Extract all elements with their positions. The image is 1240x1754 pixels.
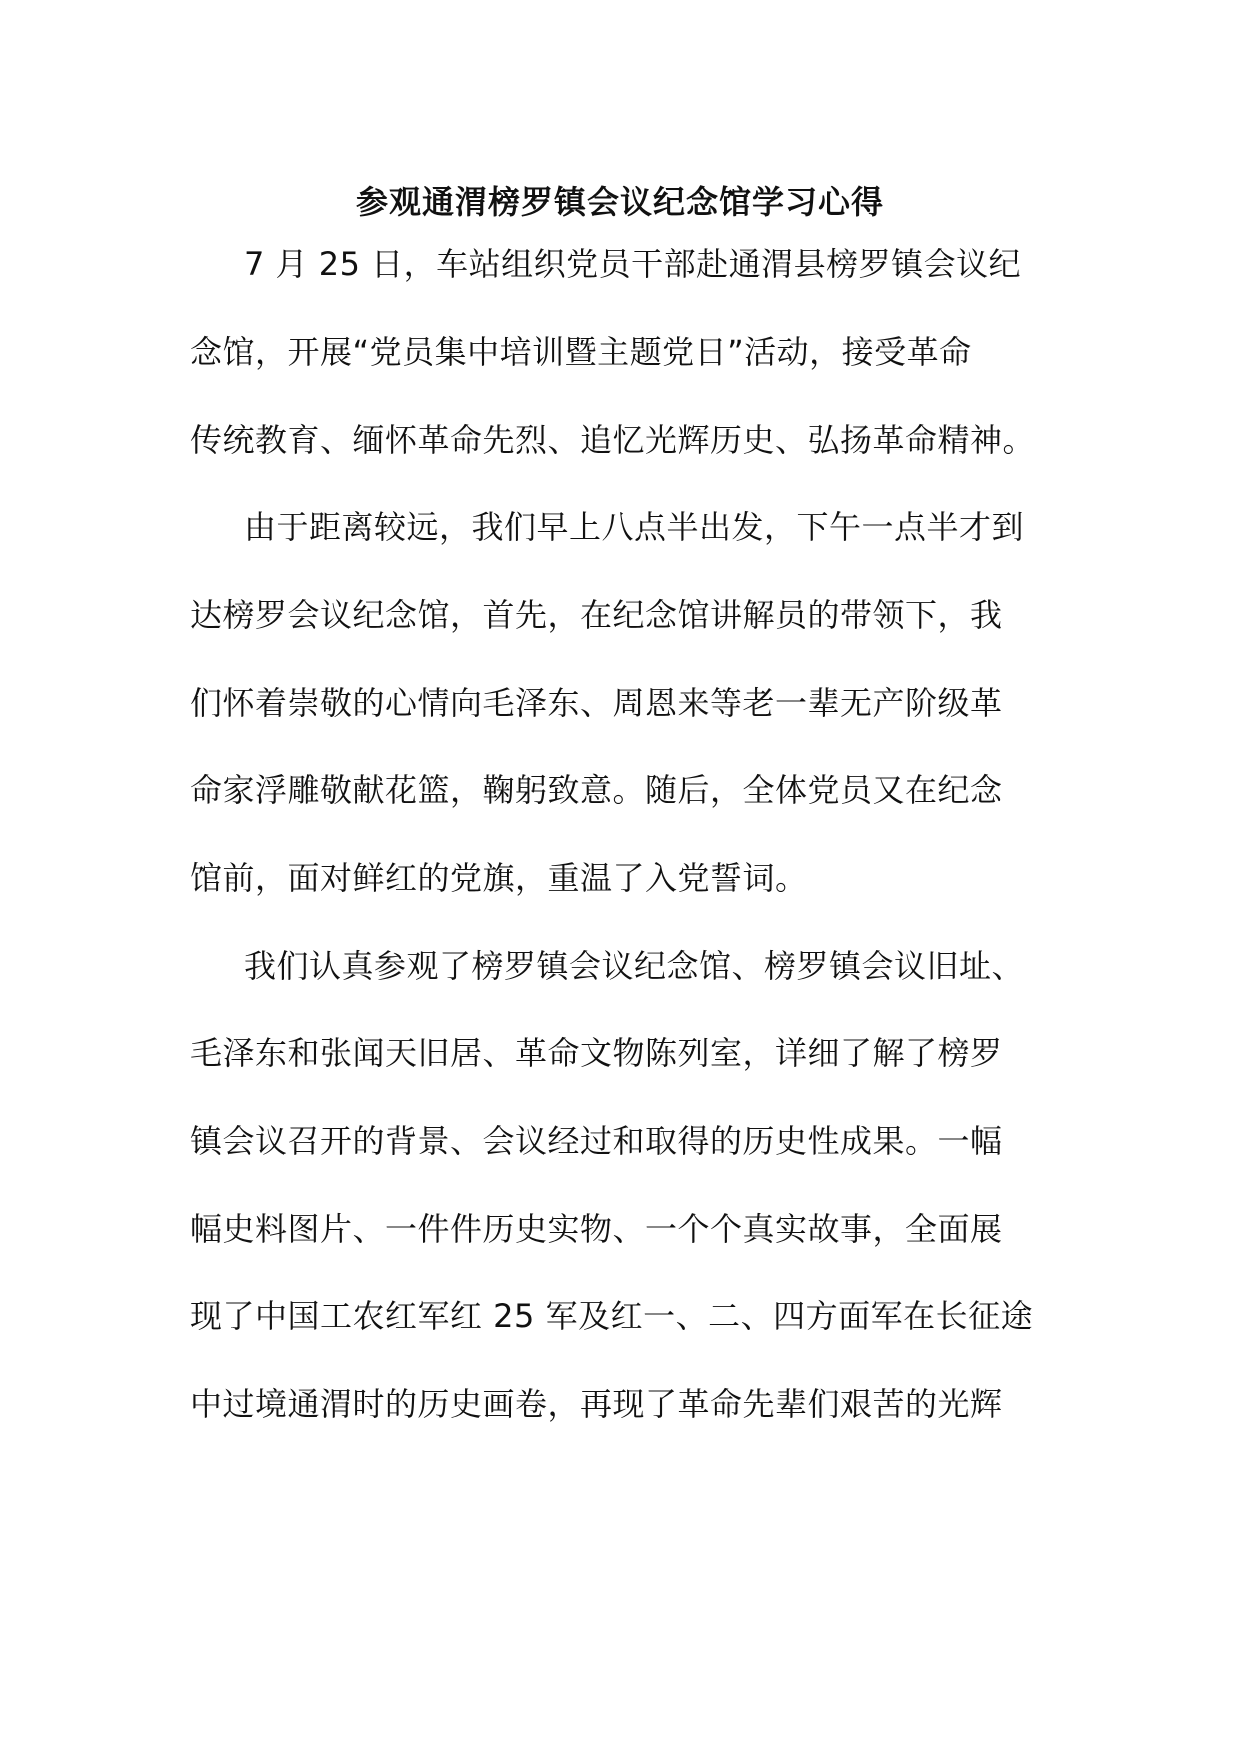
document-title: 参观通渭榜罗镇会议纪念馆学习心得: [355, 183, 884, 221]
paragraph-1-line-1: 7 月 25 日，车站组织党员干部赴通渭县榜罗镇会议纪: [244, 245, 1022, 283]
paragraph-3-line-1: 我们认真参观了榜罗镇会议纪念馆、榜罗镇会议旧址、: [244, 947, 1025, 985]
paragraph-3-line-6: 中过境通渭时的历史画卷，再现了革命先辈们艰苦的光辉: [190, 1385, 1003, 1423]
paragraph-2-line-1: 由于距离较远，我们早上八点半出发，下午一点半才到: [244, 508, 1025, 546]
paragraph-2-line-3: 们怀着崇敬的心情向毛泽东、周恩来等老一辈无产阶级革: [190, 684, 1003, 722]
paragraph-3-line-4: 幅史料图片、一件件历史实物、一个个真实故事，全面展: [190, 1210, 1003, 1248]
paragraph-3-line-2: 毛泽东和张闻天旧居、革命文物陈列室，详细了解了榜罗: [190, 1034, 1003, 1072]
paragraph-2-line-2: 达榜罗会议纪念馆，首先，在纪念馆讲解员的带领下，我: [190, 596, 1003, 634]
paragraph-2-line-5: 馆前，面对鲜红的党旗，重温了入党誓词。: [190, 859, 808, 897]
paragraph-1-line-2: 念馆，开展“党员集中培训暨主题党日”活动，接受革命: [190, 333, 972, 371]
paragraph-1-line-3: 传统教育、缅怀革命先烈、追忆光辉历史、弘扬革命精神。: [190, 421, 1036, 459]
paragraph-3-line-3: 镇会议召开的背景、会议经过和取得的历史性成果。一幅: [190, 1122, 1003, 1160]
paragraph-3-line-5: 现了中国工农红军红 25 军及红一、二、四方面军在长征途: [190, 1297, 1034, 1335]
paragraph-2-line-4: 命家浮雕敬献花篮，鞠躬致意。随后，全体党员又在纪念: [190, 771, 1003, 809]
